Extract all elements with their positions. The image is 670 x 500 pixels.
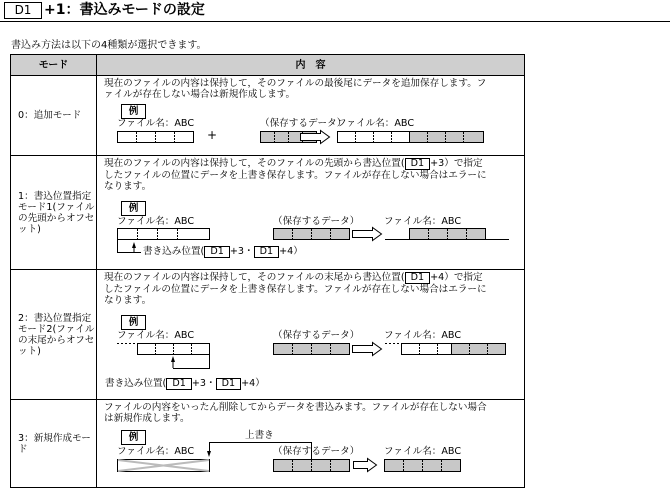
write-mode-table xyxy=(10,54,525,488)
description-text: 現在のファイルの内容は保持して，そのファイルの先頭から書込位置( xyxy=(104,158,405,169)
write-position-text: 書き込み位置( xyxy=(105,378,167,389)
intro-text: 書込み方法は以下の4種類が選択できます。 xyxy=(11,40,207,51)
table-row xyxy=(11,270,525,400)
device-box: D1 xyxy=(405,158,431,170)
example-label: 例 xyxy=(121,315,146,330)
plus-sign: + xyxy=(207,128,218,142)
device-box: D1 xyxy=(254,246,280,258)
write-position-text: +3・ xyxy=(229,246,254,257)
save-data-label: （保存するデータ） xyxy=(273,330,360,341)
write-position-text: +3・ xyxy=(191,378,216,389)
content-cell xyxy=(97,76,525,156)
content-cell xyxy=(97,156,525,270)
device-box: D1 xyxy=(216,378,242,390)
result-file-name-label: ファイル名：ABC xyxy=(384,446,462,457)
description-text: +3）で指定したファイルの位置にデータを上書き保存します。ファイルが存在しない場合はエラーになります。 xyxy=(104,158,487,192)
column-header-mode: モード xyxy=(11,55,97,76)
mode-cell xyxy=(11,76,97,156)
file-name-label: ファイル名：ABC xyxy=(117,446,195,457)
example-label: 例 xyxy=(121,430,146,445)
example-label: 例 xyxy=(121,104,146,119)
page-title: +1：書込みモードの設定 xyxy=(44,2,205,18)
mode-label: 3：新規作成モード xyxy=(18,432,91,455)
offset-head-diagram xyxy=(97,156,525,270)
file-name-label: ファイル名：ABC xyxy=(117,216,195,227)
table-row xyxy=(11,400,525,488)
write-position-text: +4） xyxy=(241,378,265,389)
mode-cell xyxy=(11,400,97,488)
header-divider xyxy=(0,21,670,22)
result-file-name-label: ファイル名：ABC xyxy=(384,330,462,341)
table-row xyxy=(11,156,525,270)
overwrite-label: 上書き xyxy=(245,430,274,441)
device-box: D1 xyxy=(405,272,431,284)
write-position-text: +4） xyxy=(279,246,303,257)
result-file-name-label: ファイル名：ABC xyxy=(337,118,415,129)
save-data-label: （保存するデータ） xyxy=(260,118,347,129)
mode-label: 2：書込位置指定モード2(ファイルの末尾からオフセット) xyxy=(18,312,95,357)
mode-label: 0：追加モード xyxy=(18,110,82,121)
write-position-text: 書き込み位置( xyxy=(143,246,205,257)
description: ファイルの内容をいったん削除してからデータを書込みます。ファイルが存在しない場合は新規作成します。 xyxy=(104,402,487,424)
description: 現在のファイルの内容は保持して，そのファイルの最後尾にデータを追加保存します。ファイルが存在しない場合は新規作成します。 xyxy=(104,78,487,100)
table-row xyxy=(11,76,525,156)
save-data-label: （保存するデータ） xyxy=(273,216,360,227)
description-text: 現在のファイルの内容は保持して，そのファイルの末尾から書込位置( xyxy=(104,272,405,283)
content-cell xyxy=(97,270,525,400)
header-box-label: D1 xyxy=(4,2,42,19)
file-name-label: ファイル名：ABC xyxy=(117,330,195,341)
file-name-label: ファイル名：ABC xyxy=(117,118,195,129)
new-create-diagram xyxy=(97,400,525,488)
save-data-label: （保存するデータ） xyxy=(273,446,360,457)
device-box: D1 xyxy=(204,246,230,258)
content-cell xyxy=(97,400,525,488)
example-label: 例 xyxy=(121,201,146,216)
description-text: +4）で指定したファイルの位置にデータを上書き保存します。ファイルが存在しない場合はエラーになります。 xyxy=(104,272,487,306)
device-box: D1 xyxy=(166,378,192,390)
offset-tail-diagram xyxy=(97,270,525,400)
result-file-name-label: ファイル名：ABC xyxy=(384,216,462,227)
mode-cell xyxy=(11,156,97,270)
mode-label: 1：書込位置指定モード1(ファイルの先頭からオフセット) xyxy=(18,190,95,235)
column-header-content: 内 容 xyxy=(97,55,525,76)
mode-cell xyxy=(11,270,97,400)
append-diagram xyxy=(97,76,525,156)
